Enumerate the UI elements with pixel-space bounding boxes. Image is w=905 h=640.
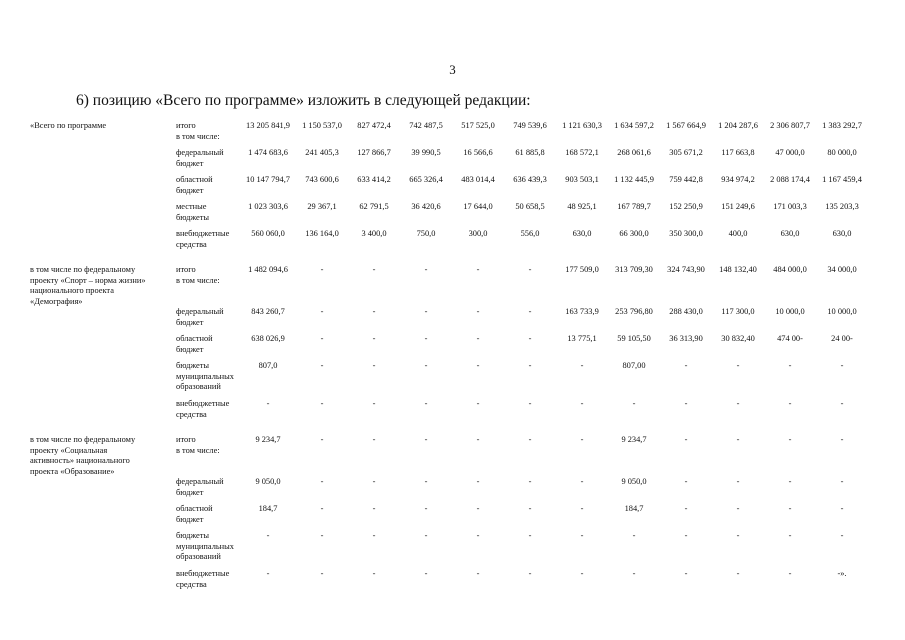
total-value-cell: 843 260,7 [251,307,285,316]
year-value-cell: 1 167 459,4 [822,175,862,184]
description-line: «Всего по программе [30,121,107,130]
total-value-cell: 9 234,7 [255,435,281,444]
funding-source-line: бюджет [176,185,204,195]
year-value-cell: 1 132 445,9 [614,175,654,184]
year-value-cell: 30 832,40 [721,334,755,343]
year-value-cell: 350 300,0 [669,229,703,238]
total-value-cell: 184,7 [258,504,278,513]
year-value-cell: - [320,361,324,370]
row-description [30,307,176,334]
year-value-cell: - [372,265,376,274]
year-value-cell: - [476,334,480,343]
funding-source-line: внебюджетные [176,569,230,578]
funding-source-line: средства [176,239,207,249]
year-value-cell: - [372,569,376,578]
year-value-cell: - [320,435,324,444]
year-value-cell: - [476,399,480,408]
year-value-cell: - [476,435,480,444]
year-value-cell: 10 000,0 [775,307,805,316]
year-value-cell: 13 775,1 [567,334,597,343]
year-value-cell: - [424,435,428,444]
year-value-cell: 305 671,2 [669,148,703,157]
row-description [30,504,176,531]
year-value-cell: 177 509,0 [565,265,599,274]
funding-source [176,477,240,504]
funding-source [176,361,240,399]
year-value-cell: - [424,361,428,370]
year-value-cell: 117 300,0 [721,307,755,316]
row-description [30,256,176,307]
table-row [30,361,868,399]
year-value-cell: - [528,361,532,370]
year-value-cell: - [736,569,740,578]
funding-source [176,121,240,148]
funding-source-line: бюджеты [176,361,210,370]
year-value-cell: - [320,504,324,513]
total-value-cell: 638 026,9 [251,334,285,343]
funding-source-line: областной [176,334,213,343]
total-value-cell: 1 474 683,6 [248,148,288,157]
funding-source-line: федеральный [176,307,224,316]
funding-source-line: бюджет [176,158,204,168]
description-line: проекту «Социальная [30,445,108,455]
year-value-cell: 2 306 807,7 [770,121,810,130]
year-value-cell: - [476,569,480,578]
year-value-cell: 474 00- [777,334,803,343]
year-value-cell: 268 061,6 [617,148,651,157]
funding-source [176,229,240,256]
year-value-cell: - [736,399,740,408]
year-value-cell: 29 367,1 [307,202,337,211]
table-row [30,399,868,426]
funding-source-line: итого [176,265,196,274]
funding-source-line: бюджеты [176,531,210,540]
year-value-cell: - [840,399,844,408]
year-value-cell: - [320,334,324,343]
total-value-cell: 1 482 094,6 [248,265,288,274]
year-value-cell: 2 088 174,4 [770,175,810,184]
year-value-cell: 1 150 537,0 [302,121,342,130]
year-value-cell: 9 050,0 [621,477,647,486]
year-value-cell: - [424,477,428,486]
table-row [30,531,868,569]
year-value-cell: 742 487,5 [409,121,443,130]
funding-source-line: в том числе: [176,131,220,141]
year-value-cell: - [580,477,584,486]
funding-source [176,569,240,596]
year-value-cell: - [476,477,480,486]
table-row [30,202,868,229]
year-value-cell: 61 885,8 [515,148,545,157]
year-value-cell: - [320,265,324,274]
year-value-cell: 17 644,0 [463,202,493,211]
year-value-cell: 39 990,5 [411,148,441,157]
row-description [30,175,176,202]
year-value-cell: - [580,399,584,408]
funding-source-line: федеральный [176,477,224,486]
total-value-cell: - [266,531,270,540]
description-line: в том числе по федеральному [30,435,136,444]
funding-source-line: в том числе: [176,275,220,285]
year-value-cell: - [528,265,532,274]
funding-source-line: областной [176,175,213,184]
funding-source [176,256,240,307]
funding-source-line: образований [176,382,221,391]
description-line: «Демография» [30,296,83,306]
year-value-cell: - [580,361,584,370]
year-value-cell: - [528,477,532,486]
year-value-cell: 313 709,30 [615,265,653,274]
year-value-cell: 750,0 [416,229,436,238]
funding-source-line: муниципальных [176,371,234,381]
year-value-cell: 484 000,0 [773,265,807,274]
row-description [30,531,176,569]
year-value-cell: - [840,531,844,540]
year-value-cell: - [320,307,324,316]
funding-source-line: бюджет [176,487,204,497]
total-value-cell: 560 060,0 [251,229,285,238]
year-value-cell: 324 743,90 [667,265,705,274]
year-value-cell: 62 791,5 [359,202,389,211]
funding-source-line: внебюджетные [176,229,230,238]
year-value-cell: 127 866,7 [357,148,391,157]
year-value-cell: 1 634 597,2 [614,121,654,130]
year-value-cell: 48 925,1 [567,202,597,211]
funding-source [176,202,240,229]
year-value-cell: 483 014,4 [461,175,495,184]
year-value-cell: - [788,435,792,444]
funding-source-line: бюджет [176,344,204,354]
year-value-cell: - [476,531,480,540]
year-value-cell: - [684,569,688,578]
table-row [30,569,868,596]
year-value-cell: 1 121 630,3 [562,121,602,130]
year-value-cell: - [580,531,584,540]
year-value-cell: - [372,477,376,486]
year-value-cell: 630,0 [572,229,592,238]
year-value-cell: 241 405,3 [305,148,339,157]
year-value-cell: 253 796,80 [615,307,653,316]
year-value-cell: - [528,435,532,444]
year-value-cell: - [736,531,740,540]
year-value-cell: - [424,334,428,343]
year-value-cell: - [320,569,324,578]
year-value-cell: 136 164,0 [305,229,339,238]
year-value-cell: - [528,307,532,316]
year-value-cell: - [528,504,532,513]
total-value-cell: 807,0 [258,361,278,370]
description-line: национального проекта [30,286,114,295]
funding-source-line: средства [176,579,207,589]
year-value-cell: 903 503,1 [565,175,599,184]
year-value-cell: 171 003,3 [773,202,807,211]
year-value-cell: 934 974,2 [721,175,755,184]
funding-source [176,307,240,334]
year-value-cell: - [632,569,636,578]
year-value-cell: - [424,265,428,274]
year-value-cell: 288 430,0 [669,307,703,316]
year-value-cell: 167 789,7 [617,202,651,211]
funding-source-line: бюджет [176,514,204,524]
year-value-cell: - [788,477,792,486]
year-value-cell: - [424,504,428,513]
year-value-cell: 807,00 [622,361,646,370]
funding-source [176,334,240,361]
funding-source [176,426,240,477]
row-description [30,202,176,229]
year-value-cell: - [736,477,740,486]
total-value-cell: 13 205 841,9 [246,121,290,130]
year-value-cell: - [788,531,792,540]
row-description [30,121,176,148]
year-value-cell: - [684,435,688,444]
total-value-cell: 10 147 794,7 [246,175,290,184]
year-value-cell: - [372,334,376,343]
year-value-cell: 36 313,90 [669,334,703,343]
year-value-cell: 749 539,6 [513,121,547,130]
year-value-cell: - [372,307,376,316]
year-value-cell: - [840,477,844,486]
year-value-cell: 80 000,0 [827,148,857,157]
year-value-cell: 184,7 [624,504,644,513]
year-value-cell: - [736,361,740,370]
year-value-cell: 1 204 287,6 [718,121,758,130]
year-value-cell: 152 250,9 [669,202,703,211]
year-value-cell: 34 000,0 [827,265,857,274]
year-value-cell: 47 000,0 [775,148,805,157]
table-row [30,307,868,334]
funding-source [176,399,240,426]
funding-source-line: местные [176,202,207,211]
year-value-cell: - [372,361,376,370]
year-value-cell: - [424,307,428,316]
year-value-cell: - [580,569,584,578]
year-value-cell: - [424,569,428,578]
year-value-cell: 3 400,0 [361,229,387,238]
year-value-cell: 10 000,0 [827,307,857,316]
funding-source-line: муниципальных [176,541,234,551]
year-value-cell: 633 414,2 [357,175,391,184]
description-line: в том числе по федеральному [30,265,136,274]
total-value-cell: - [266,399,270,408]
year-value-cell: - [528,569,532,578]
row-description [30,229,176,256]
year-value-cell: - [684,399,688,408]
table-row [30,426,868,477]
funding-source [176,504,240,531]
year-value-cell: - [372,399,376,408]
funding-source-line: областной [176,504,213,513]
table-row [30,334,868,361]
funding-source-line: средства [176,409,207,419]
funding-source-line: бюджеты [176,212,210,222]
total-value-cell: 1 023 303,6 [248,202,288,211]
year-value-cell: 9 234,7 [621,435,647,444]
year-value-cell: - [476,307,480,316]
year-value-cell: 163 733,9 [565,307,599,316]
year-value-cell: - [580,504,584,513]
table-row [30,148,868,175]
page-number: 3 [449,62,456,77]
funding-source-line: федеральный [176,148,224,157]
table-row [30,229,868,256]
table-row [30,477,868,504]
row-description [30,426,176,477]
year-value-cell: - [788,361,792,370]
year-value-cell: - [840,504,844,513]
row-description [30,477,176,504]
total-value-cell: 9 050,0 [255,477,281,486]
year-value-cell: - [580,435,584,444]
year-value-cell: - [632,531,636,540]
year-value-cell: - [528,334,532,343]
year-value-cell: - [684,477,688,486]
year-value-cell: 556,0 [520,229,540,238]
year-value-cell: 16 566,6 [463,148,493,157]
year-value-cell: 50 658,5 [515,202,545,211]
year-value-cell: - [476,361,480,370]
year-value-cell: - [736,504,740,513]
row-description [30,399,176,426]
year-value-cell: - [736,435,740,444]
funding-source-line: итого [176,435,196,444]
year-value-cell: - [788,569,792,578]
year-value-cell: - [372,504,376,513]
year-value-cell: 630,0 [780,229,800,238]
year-value-cell: 759 442,8 [669,175,703,184]
year-value-cell: 151 249,6 [721,202,755,211]
funding-source-line: в том числе: [176,445,220,455]
table-row [30,175,868,202]
year-value-cell: - [632,399,636,408]
year-value-cell: 636 439,3 [513,175,547,184]
year-value-cell: 300,0 [468,229,488,238]
amendment-heading: 6) позицию «Всего по программе» изложить в следующей редакции: [76,92,531,109]
year-value-cell: - [424,399,428,408]
year-value-cell: - [320,399,324,408]
year-value-cell: 135 203,3 [825,202,859,211]
year-value-cell: - [372,435,376,444]
year-value-cell: 400,0 [728,229,748,238]
description-line: активность» национального [30,456,130,465]
year-value-cell: 743 600,6 [305,175,339,184]
year-value-cell: - [320,531,324,540]
year-value-cell: 1 567 664,9 [666,121,706,130]
year-value-cell: 59 105,50 [617,334,651,343]
table-row [30,256,868,307]
budget-table-body [30,121,868,596]
funding-source [176,148,240,175]
description-line: проекту «Спорт – норма жизни» [30,275,146,285]
table-row [30,504,868,531]
funding-source-line: итого [176,121,196,130]
funding-source-line: внебюджетные [176,399,230,408]
year-value-cell: 1 383 292,7 [822,121,862,130]
year-value-cell: - [684,361,688,370]
year-value-cell: - [840,361,844,370]
year-value-cell: 517 525,0 [461,121,495,130]
year-value-cell: 168 572,1 [565,148,599,157]
funding-source [176,175,240,202]
year-value-cell: - [320,477,324,486]
year-value-cell: - [684,531,688,540]
year-value-cell: 66 300,0 [619,229,649,238]
year-value-cell: - [528,531,532,540]
year-value-cell: - [372,531,376,540]
year-value-cell: 148 132,40 [719,265,757,274]
table-row [30,121,868,148]
year-value-cell: - [424,531,428,540]
year-value-cell: 665 326,4 [409,175,443,184]
year-value-cell: -». [837,569,847,578]
row-description [30,334,176,361]
total-value-cell: - [266,569,270,578]
year-value-cell: 24 00- [831,334,853,343]
year-value-cell: - [476,504,480,513]
year-value-cell: 36 420,6 [411,202,441,211]
row-description [30,361,176,399]
year-value-cell: 117 663,8 [721,148,755,157]
year-value-cell: - [788,504,792,513]
funding-source-line: бюджет [176,317,204,327]
funding-source [176,531,240,569]
budget-table [30,121,868,596]
year-value-cell: - [476,265,480,274]
year-value-cell: 630,0 [832,229,852,238]
year-value-cell: 827 472,4 [357,121,391,130]
year-value-cell: - [528,399,532,408]
row-description [30,148,176,175]
row-description [30,569,176,596]
description-line: проекта «Образование» [30,466,115,476]
year-value-cell: - [840,435,844,444]
year-value-cell: - [684,504,688,513]
year-value-cell: - [788,399,792,408]
funding-source-line: образований [176,552,221,561]
